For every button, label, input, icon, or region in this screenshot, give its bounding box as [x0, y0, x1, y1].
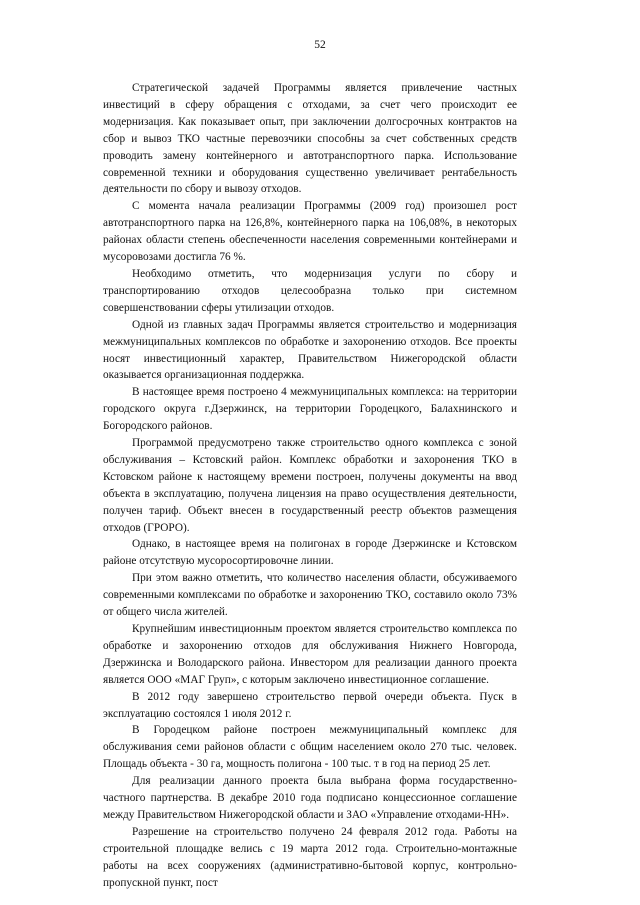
paragraph-6: Программой предусмотрено также строительство одного комплекса с зоной обслуживания – Кстовский район. Комплекс обработки и захоронения ТКО в Кстовском районе к настоящему времени построен, получены документы на ввод объекта в эксплуатацию, получена лицензия на право осуществления деятельности, получен тариф. Объект внесен в государственный реестр объектов размещения отходов (ГРОРО). — [103, 437, 517, 534]
paragraph-13: Разрешение на строительство получено 24 февраля 2012 года. Работы на строительной площадке велись с 19 марта 2012 года. Строительно-монтажные работы на всех сооружениях (административно-бытовой корпус, контрольно-пропускной пункт, пост — [103, 825, 517, 889]
page-number: 52 — [314, 39, 326, 51]
paragraph-3: Необходимо отметить, что модернизация услуги по сбору и транспортированию отходов целесообразна только при системном совершенствовании сферы утилизации отходов. — [103, 267, 517, 314]
paragraph-11: В Городецком районе построен межмуниципальный комплекс для обслуживания семи районов области с общим населением около 270 тыс. человек. Площадь объекта - 30 га, мощность полигона - 100 тыс. т в год на период 25 лет. — [103, 724, 517, 771]
paragraph-5: В настоящее время построено 4 межмуниципальных комплекса: на территории городского округа г.Дзержинск, на территории Городецкого, Балахнинского и Богородского районов. — [103, 386, 517, 433]
body-text — [103, 80, 517, 892]
paragraph-8: При этом важно отметить, что количество населения области, обсуживаемого современными комплексами по обработке и захоронению ТКО, составило около 73% от общего числа жителей. — [103, 572, 517, 619]
paragraph-4: Одной из главных задач Программы является строительство и модернизация межмуниципальных комплексов по обработке и захоронению отходов. Все проекты носят инвестиционный характер, Правительством Нижегородской области оказывается организационная поддержка. — [103, 318, 517, 382]
paragraph-10: В 2012 году завершено строительство первой очереди объекта. Пуск в эксплуатацию состоялся 1 июля 2012 г. — [103, 690, 517, 720]
paragraph-12: Для реализации данного проекта была выбрана форма государственно-частного партнерства. В декабре 2010 года подписано концессионное соглашение между Правительством Нижегородской области и ЗАО «Управление отходами-НН». — [103, 775, 517, 821]
paragraph-1: Стратегической задачей Программы является привлечение частных инвестиций в сферу обращения с отходами, за счет чего происходит ее модернизация. Как показывает опыт, при заключении долгосрочных контрактов на сбор и вывоз ТКО частные перевозчики способны за счет собственных средств проводить замену контейнерного и автотранспортного парка. Использование современной техники и оборудования существенно увеличивает рентабельность деятельности по сбору и вывозу отходов. — [103, 82, 517, 196]
paragraph-7: Однако, в настоящее время на полигонах в городе Дзержинске и Кстовском районе отсутствую мусоросортировочне линии. — [103, 538, 517, 568]
paragraph-2: С момента начала реализации Программы (2009 год) произошел рост автотранспортного парка на 126,8%, контейнерного парка на 106,08%, в некоторых районах области степень обеспеченности населения современными контейнерами и мусоровозами достигла 76 %. — [103, 200, 517, 264]
paragraph-9: Крупнейшим инвестиционным проектом является строительство комплекса по обработке и захоронению отходов для обслуживания Нижнего Новгорода, Дзержинска и Володарского района. Инвестором для реализации данного проекта является ООО «МАГ Груп», с которым заключено инвестиционное соглашение. — [103, 623, 517, 686]
